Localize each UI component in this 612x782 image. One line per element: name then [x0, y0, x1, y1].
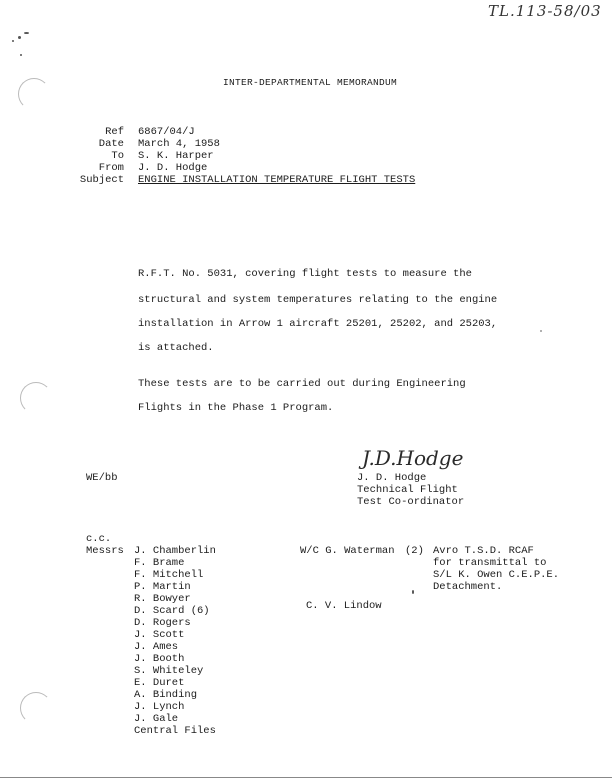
cc-middle-item: C. V. Lindow [306, 600, 382, 612]
cc-middle-item: W/C G. Waterman [300, 545, 395, 557]
cc-list-item: Central Files [134, 725, 216, 737]
punch-hole-mark [18, 78, 50, 110]
cc-list-item: J. Scott [134, 629, 185, 641]
cc-label: c.c. [86, 533, 112, 545]
ref-value: 6867/04/J [138, 126, 195, 138]
scan-speck [540, 330, 542, 332]
signatory-name: J. D. Hodge [357, 472, 427, 484]
body-line: R.F.T. No. 5031, covering flight tests to measure the [138, 268, 472, 280]
memo-title: INTER-DEPARTMENTAL MEMORANDUM [223, 77, 398, 88]
ref-label: Ref [105, 126, 124, 138]
body-line: installation in Arrow 1 aircraft 25201, 25202, and 25203, [138, 318, 498, 330]
date-label: Date [98, 138, 124, 150]
messrs-label: Messrs [86, 545, 124, 557]
body-line: Flights in the Phase 1 Program. [138, 402, 334, 414]
punch-hole-mark [20, 692, 52, 724]
cc-copy-count: (2) [405, 545, 424, 557]
typist-initials: WE/bb [86, 472, 118, 484]
punch-hole-mark [20, 382, 52, 414]
to-label: To [111, 150, 124, 162]
cc-right-item: Detachment. [433, 581, 503, 593]
scan-speck [24, 32, 29, 34]
scan-speck [18, 36, 21, 39]
cc-list-item: R. Bowyer [134, 593, 191, 605]
scan-speck [12, 40, 14, 42]
handwritten-file-ref: TL.113-58/03 [488, 2, 602, 20]
cc-list-item: F. Mitchell [134, 569, 204, 581]
subject-label: Subject [79, 174, 124, 186]
signatory-title: Technical Flight [357, 484, 458, 496]
body-line: is attached. [138, 342, 214, 354]
date-value: March 4, 1958 [138, 138, 220, 150]
from-label: From [98, 162, 124, 174]
body-line: These tests are to be carried out during Engineering [138, 378, 466, 390]
body-line: structural and system temperatures relating to the engine [138, 294, 498, 306]
cc-right-item: Avro T.S.D. RCAF [433, 545, 534, 557]
from-value: J. D. Hodge [138, 162, 208, 174]
cc-list-item: F. Brame [134, 557, 185, 569]
cc-list-item: J. Gale [134, 713, 179, 725]
cc-list-item: D. Rogers [134, 617, 191, 629]
signature: J.D.Hodge [362, 446, 464, 470]
cc-right-item: S/L K. Owen C.E.P.E. [433, 569, 560, 581]
cc-list-item: J. Chamberlin [134, 545, 216, 557]
cc-list-item: A. Binding [134, 689, 198, 701]
cc-list-item: D. Scard (6) [134, 605, 210, 617]
cc-list-item: S. Whiteley [134, 665, 204, 677]
scan-speck [412, 590, 414, 594]
cc-list [134, 545, 216, 737]
page-edge-line [0, 777, 612, 778]
scan-speck [20, 54, 22, 56]
signatory-title: Test Co-ordinator [357, 496, 465, 508]
cc-list-item: P. Martin [134, 581, 191, 593]
subject-value: ENGINE INSTALLATION TEMPERATURE FLIGHT TESTS [138, 174, 416, 186]
to-value: S. K. Harper [138, 150, 214, 162]
cc-list-item: J. Ames [134, 641, 179, 653]
cc-list-item: E. Duret [134, 677, 185, 689]
cc-list-item: J. Booth [134, 653, 185, 665]
cc-right-item: for transmittal to [433, 557, 547, 569]
cc-list-item: J. Lynch [134, 701, 185, 713]
